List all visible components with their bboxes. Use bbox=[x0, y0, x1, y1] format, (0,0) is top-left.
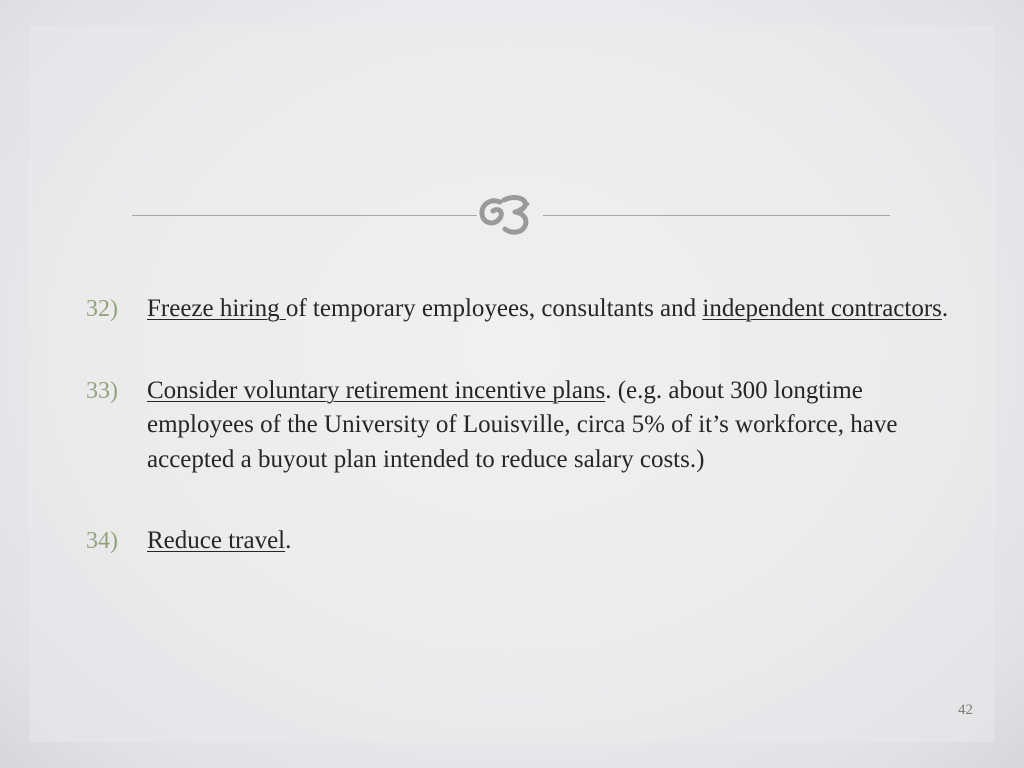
item-text: . (e.g. about 300 longtime employees of the University of Louisville, circa 5% of it’s workforce, have accepted a buyout plan intended to reduce salary costs.) bbox=[147, 376, 898, 473]
divider-left bbox=[132, 215, 477, 216]
item-link[interactable]: Reduce travel bbox=[147, 527, 286, 554]
item-number: 32) bbox=[86, 296, 118, 322]
page-number: 42 bbox=[958, 702, 973, 718]
item-link[interactable]: independent contractors bbox=[702, 295, 942, 322]
divider-right bbox=[543, 215, 890, 216]
item-number: 34) bbox=[86, 528, 118, 554]
numbered-list bbox=[86, 292, 956, 606]
swirl-ornament-icon bbox=[478, 188, 542, 240]
item-link[interactable]: Consider voluntary retirement incentive plans bbox=[147, 376, 606, 404]
item-number: 33) bbox=[86, 377, 118, 404]
item-text: . bbox=[941, 295, 949, 322]
item-text: of temporary employees, consultants and bbox=[285, 295, 703, 322]
item-link[interactable]: Freeze hiring bbox=[147, 295, 286, 322]
item-text: . bbox=[285, 527, 292, 554]
list-item bbox=[86, 374, 956, 478]
list-item bbox=[86, 292, 956, 327]
list-item bbox=[86, 524, 956, 559]
